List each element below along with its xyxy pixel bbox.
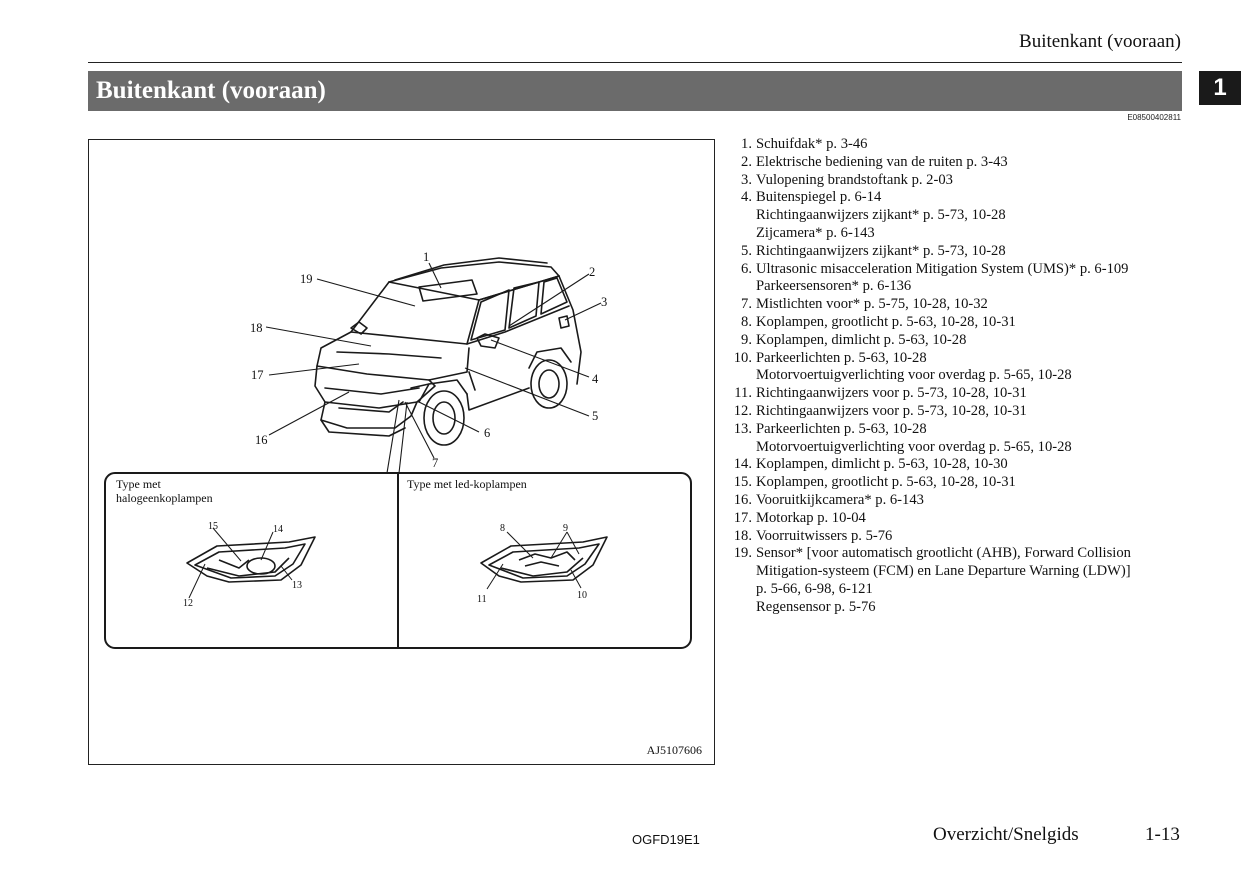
callout-label-2: 2 [589, 265, 596, 279]
callout-text: Mitigation-systeem (FCM) en Lane Departure Warning (LDW)] [756, 563, 1131, 580]
callout-text: Richtingaanwijzers zijkant* p. 5-73, 10-28 [756, 207, 1006, 224]
callout-text: Koplampen, grootlicht p. 5-63, 10-28, 10-31 [756, 313, 1016, 330]
callout-label-16: 16 [255, 433, 268, 447]
callout-text: Sensor* [voor automatisch grootlicht (AHB), Forward Collision [756, 545, 1131, 562]
callout-text: Mistlichten voor* p. 5-75, 10-28, 10-32 [756, 296, 988, 313]
callout-item [728, 510, 1178, 528]
callout-number: 16. [733, 491, 752, 508]
callout-number: 14. [733, 456, 752, 473]
callout-item [728, 243, 1178, 261]
callout-text: Vulopening brandstoftank p. 2-03 [756, 171, 953, 188]
callout-item [728, 332, 1178, 350]
callout-label-10: 10 [577, 590, 587, 601]
callout-text: Elektrische bediening van de ruiten p. 3-43 [756, 153, 1008, 170]
callout-item [728, 172, 1178, 190]
callout-label-8: 8 [500, 523, 505, 534]
callout-label-12: 12 [183, 598, 193, 609]
callout-item [728, 456, 1178, 474]
halogen-leaders [189, 528, 292, 598]
callout-item [728, 545, 1178, 616]
callout-label-14: 14 [273, 524, 283, 535]
vehicle-figure [88, 139, 715, 765]
document-code: E08500402811 [1127, 113, 1181, 122]
callout-item [728, 421, 1178, 457]
callout-text: Zijcamera* p. 6-143 [756, 224, 875, 241]
callout-text: Richtingaanwijzers zijkant* p. 5-73, 10-28 [756, 242, 1006, 259]
callout-item [728, 314, 1178, 332]
callout-label-1: 1 [423, 250, 430, 264]
callout-item [728, 492, 1178, 510]
section-title: Buitenkant (vooraan) [88, 71, 1182, 111]
callout-number: 11. [734, 385, 752, 402]
callout-item [728, 528, 1178, 546]
callout-item [728, 189, 1178, 242]
callout-number: 19. [733, 545, 752, 562]
callout-label-13: 13 [292, 580, 302, 591]
callout-text: Richtingaanwijzers voor p. 5-73, 10-28, 10-31 [756, 402, 1027, 419]
callout-text: Parkeerlichten p. 5-63, 10-28 [756, 420, 927, 437]
callout-text: p. 5-66, 6-98, 6-121 [756, 580, 873, 597]
callout-number: 8. [741, 313, 752, 330]
callout-text: Koplampen, dimlicht p. 5-63, 10-28 [756, 331, 967, 348]
callout-label-3: 3 [601, 295, 608, 309]
callout-number: 13. [733, 420, 752, 437]
callout-label-7: 7 [432, 456, 439, 470]
callout-list [728, 136, 1178, 617]
callout-text: Vooruitkijkcamera* p. 6-143 [756, 491, 924, 508]
led-headlight-drawing [481, 537, 607, 582]
callout-number: 7. [741, 296, 752, 313]
callout-item [728, 154, 1178, 172]
vehicle-illustration [89, 140, 716, 766]
callout-label-15: 15 [208, 521, 218, 532]
callout-number: 2. [741, 153, 752, 170]
callout-text: Voorruitwissers p. 5-76 [756, 527, 893, 544]
inset-left-title-2: halogeenkoplampen [116, 491, 213, 505]
callout-text: Richtingaanwijzers voor p. 5-73, 10-28, 10-31 [756, 385, 1027, 402]
callout-text: Parkeerlichten p. 5-63, 10-28 [756, 349, 927, 366]
callout-text: Koplampen, grootlicht p. 5-63, 10-28, 10-31 [756, 474, 1016, 491]
figure-code: AJ5107606 [646, 743, 702, 757]
callout-number: 3. [741, 171, 752, 188]
callout-text: Motorvoertuigverlichting voor overdag p. 5-65, 10-28 [756, 438, 1072, 455]
callout-item [728, 136, 1178, 154]
callout-number: 18. [733, 527, 752, 544]
callout-item [728, 403, 1178, 421]
callout-item [728, 474, 1178, 492]
callout-number: 5. [741, 242, 752, 259]
halogen-headlight-drawing [187, 537, 315, 582]
inset-right-title: Type met led-koplampen [407, 477, 527, 491]
callout-number: 10. [733, 349, 752, 366]
chapter-tab[interactable]: 1 [1199, 71, 1241, 105]
callout-number: 15. [733, 474, 752, 491]
callout-label-4: 4 [592, 372, 599, 386]
callout-item [728, 261, 1178, 297]
callout-text: Ultrasonic misacceleration Mitigation System (UMS)* p. 6-109 [756, 260, 1129, 277]
callout-item [728, 296, 1178, 314]
callout-number: 4. [741, 189, 752, 206]
callout-text: Buitenspiegel p. 6-14 [756, 189, 882, 206]
callout-text: Schuifdak* p. 3-46 [756, 136, 868, 152]
callout-text: Parkeersensoren* p. 6-136 [756, 278, 912, 295]
callout-number: 1. [741, 136, 752, 152]
page-number: 1-13 [1145, 824, 1180, 845]
callout-item [728, 350, 1178, 386]
callout-label-6: 6 [484, 426, 491, 440]
running-head: Buitenkant (vooraan) [1019, 31, 1181, 52]
callout-item [728, 385, 1178, 403]
callout-text: Regensensor p. 5-76 [756, 598, 876, 615]
inset-titles [116, 477, 527, 505]
footer-section-title: Overzicht/Snelgids [933, 824, 1079, 845]
callout-label-9: 9 [563, 523, 568, 534]
callout-text: Motorvoertuigverlichting voor overdag p. 5-65, 10-28 [756, 367, 1072, 384]
inset-left-title-1: Type met [116, 477, 161, 491]
callout-number: 17. [733, 509, 752, 526]
callout-number: 12. [733, 402, 752, 419]
callout-number: 6. [741, 260, 752, 277]
footer-document-code: OGFD19E1 [632, 832, 700, 847]
callout-label-19: 19 [300, 272, 313, 286]
callout-label-11: 11 [477, 594, 487, 605]
callout-text: Koplampen, dimlicht p. 5-63, 10-28, 10-30 [756, 456, 1008, 473]
callout-label-5: 5 [592, 409, 599, 423]
callout-label-17: 17 [251, 368, 264, 382]
callout-label-18: 18 [250, 321, 263, 335]
header-rule [88, 62, 1182, 63]
callout-text: Motorkap p. 10-04 [756, 509, 866, 526]
callout-number: 9. [741, 331, 752, 348]
